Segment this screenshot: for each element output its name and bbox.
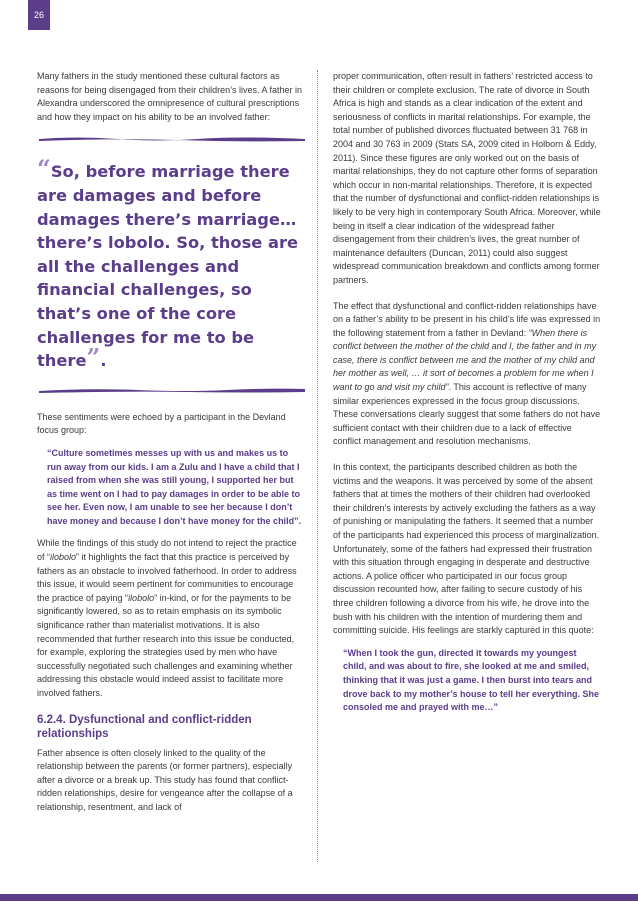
intro-paragraph: Many fathers in the study mentioned these cultural factors as reasons for being disengaged from their children’s lives. A father in Alexandra underscored the omnipresence of cultural prescriptions and how they impact on his ability to be an involved father:: [37, 71, 302, 122]
pull-quote-text: So, before marriage there are damages and before damages there’s marriage… there’s lobolo. So, those are all the challenges and financial challenges, so that’s one of the core challenges for me to be there: [37, 162, 299, 371]
page-number: 26: [28, 0, 50, 30]
ilobolo-term-1: ilobolo: [50, 552, 77, 563]
pull-quote-block: [37, 136, 305, 392]
divorce-paragraph: proper communication, often result in fathers’ restricted access to their children or complete exclusion. The rate of divorce in South Africa is high and stands as a clear indication of the extent and seriousness of conflicts in marital relationships. For example, the total number of published divorces fluctuated between 31 768 in 2004 and 30 763 in 2009 (Stats SA, 2009 cited in Holborn & Eddy, 2011). Since these figures are only worked out on the basis of marital relationships, they do not capture other forms of separation which occur in non-marital relationships. Therefore, it is expected that the number of dysfunctional and conflict-ridden relationships is likely to be very high in contemporary South Africa. Moreover, while being in itself a clear indication of the widespread father disengagement from their children’s lives, the great number of maintenance defaulters (Duncan, 2011) could also suggest widespread communication breakdown and conflicts among former partners.: [333, 71, 601, 285]
conflict-text-b: . This account is reflective of many similar experiences expressed in the focus group discussions. These conversations clearly suggest that some fathers do not have sufficient contact with their children due to a lack of effective conflict management and resolution mechanisms.: [333, 382, 601, 447]
conflict-text-a: The effect that dysfunctional and conflict-ridden relationships have on a father’s ability to be present in his child’s life was expressed in the following statement from a father in Devland:: [333, 300, 601, 338]
section-heading: 6.2.4. Dysfunctional and conflict-ridden relationships: [37, 713, 252, 740]
close-quote-mark: ”: [86, 343, 101, 373]
conflict-effect-paragraph: [333, 300, 601, 450]
victims-weapons-paragraph: In this context, the participants described children as both the victims and the weapons. It was perceived by some of the absent fathers that at times the mothers of their children had overlooked their children’s interests by actively excluding the fathers as a way of punishing or manipulating the fathers. It seemed that a number of the participants had experienced this process of marginalization. Unfortunately, some of the fathers had expressed their frustration with this situation through engaging in desperate and destructive actions. A police officer who participated in our focus group discussion recounted how, after failing to secure custody of his three children following a divorce from his wife, he drove into the bush with his children with the intention of murdering them and committing suicide. His feelings are starkly captured in this quote:: [333, 462, 600, 636]
pull-quote-end: .: [100, 351, 107, 371]
ilobolo-term-2: ilobolo: [128, 592, 155, 603]
echo-paragraph: These sentiments were echoed by a participant in the Devland focus group:: [37, 411, 286, 436]
column-divider: [317, 70, 318, 862]
ilobolo-text-a: While the findings of this study do not intend to reject the practice of “: [37, 538, 297, 563]
devland-quote: “Culture sometimes messes up with us and makes us to run away from our kids. I am a Zulu and I have a child that I raised from when she was still young, I supported her but as time went on I had to pay damages in order to be able to see her. Even now, I am unable to see her because I don’t have money and because I don’t have money for the child”.: [47, 447, 302, 526]
top-brush-rule: [37, 136, 307, 142]
bottom-brush-rule: [37, 387, 307, 393]
conflict-quote: “When there is conflict between the mother of the child and I, the father and in my case, there is conflict between me and the mother of my child and her mother as well, … it sort of becomes a problem for me when I want to go and visit my child”: [333, 327, 597, 393]
father-absence-paragraph: Father absence is often closely linked to the quality of the relationship between the parents (or former partners), especially after a divorce or a break up. This study has found that conflict- ridden relationships, desire for vengeance after the collapse of a relationship, resentment, and lack of: [37, 747, 293, 812]
ilobolo-text-c: ” in-kind, or for the payments to be significantly lowered, so as to retain emphasis on its symbolic significance rather than materialist motivations. It is also recommended that further research into this issue be conducted, for example, exploring the strategies used by men who have successfully negotiated such challenges and examining whether addressing this obstacle would indeed assist to facilitate more involved fathers.: [37, 592, 295, 698]
pull-quote: [37, 154, 305, 373]
ilobolo-paragraph: [37, 537, 305, 700]
left-column: [37, 70, 305, 827]
open-quote-mark: “: [37, 154, 51, 184]
ilobolo-text-b: ” it highlights the fact that this practice is perceived by fathers as an obstacle to involved fatherhood. In order to address this issue, it would seem pertinent for communities to encourage the practice of paying “: [37, 552, 297, 603]
right-column: [333, 70, 601, 715]
police-officer-quote: “When I took the gun, directed it towards my youngest child, and was about to fire, she looked at me and smiled, thinking that it was just a game. I then burst into tears and drove back to my mother’s house to tell her everything. She consoled me and prayed with me…”: [343, 647, 600, 713]
footer-bar: [0, 894, 638, 901]
